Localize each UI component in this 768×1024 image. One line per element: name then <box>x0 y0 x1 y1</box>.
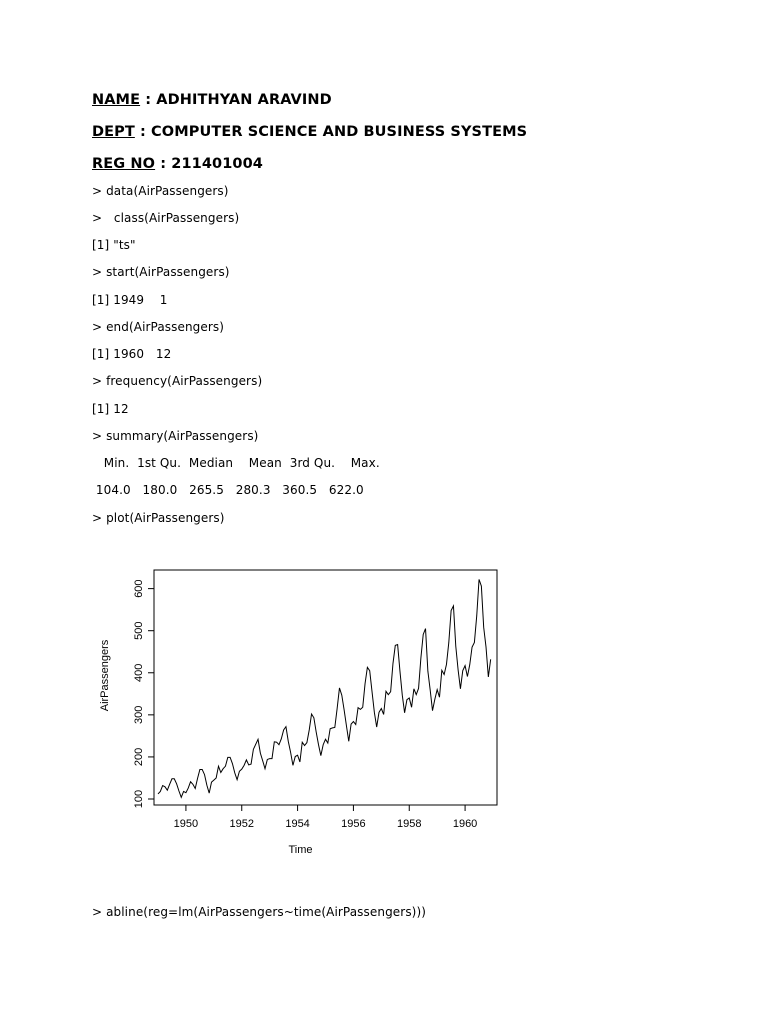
reg-value: : 211401004 <box>155 156 263 172</box>
console-line: > plot(AirPassengers) <box>92 511 225 525</box>
x-tick-label: 1958 <box>397 818 422 830</box>
summary-values: 104.0 180.0 265.5 280.3 360.5 622.0 <box>92 483 364 497</box>
console-line: > data(AirPassengers) <box>92 184 229 198</box>
airpassengers-chart <box>90 555 510 875</box>
y-tick-label: 600 <box>133 579 145 598</box>
console-line: [1] 1949 1 <box>92 293 168 307</box>
console-line: > frequency(AirPassengers) <box>92 374 263 388</box>
y-tick-label: 400 <box>133 663 145 682</box>
console-line: > end(AirPassengers) <box>92 320 225 334</box>
reg-key: REG NO <box>92 156 156 172</box>
dept-value: : COMPUTER SCIENCE AND BUSINESS SYSTEMS <box>134 124 528 140</box>
x-axis-label: Time <box>288 844 313 856</box>
console-line: [1] 12 <box>92 402 129 416</box>
footer-command: > abline(reg=lm(AirPassengers~time(AirPassengers))) <box>92 905 427 919</box>
reg-line <box>92 156 263 172</box>
x-tick-label: 1954 <box>285 818 310 830</box>
console-line: [1] 1960 12 <box>92 347 172 361</box>
console-line: > summary(AirPassengers) <box>92 429 259 443</box>
name-line <box>92 92 332 108</box>
dept-key: DEPT <box>92 124 135 140</box>
y-axis-label: AirPassengers <box>99 639 111 712</box>
y-tick-label: 200 <box>133 747 145 767</box>
summary-header: Min. 1st Qu. Median Mean 3rd Qu. Max. <box>92 456 380 470</box>
y-tick-label: 500 <box>133 621 145 640</box>
x-tick-label: 1956 <box>341 818 366 830</box>
x-tick-label: 1950 <box>173 818 199 830</box>
x-tick-label: 1952 <box>229 818 254 830</box>
x-tick-label: 1960 <box>452 818 478 830</box>
dept-line <box>92 124 527 140</box>
plot-frame <box>154 570 497 805</box>
airpassengers-series-line <box>158 579 491 797</box>
console-line: > start(AirPassengers) <box>92 265 230 279</box>
console-line: > class(AirPassengers) <box>92 211 240 225</box>
console-line: [1] "ts" <box>92 238 136 252</box>
name-key: NAME <box>92 92 141 108</box>
y-tick-label: 100 <box>133 789 145 809</box>
name-value: : ADHITHYAN ARAVIND <box>140 92 332 108</box>
y-tick-label: 300 <box>133 705 145 725</box>
